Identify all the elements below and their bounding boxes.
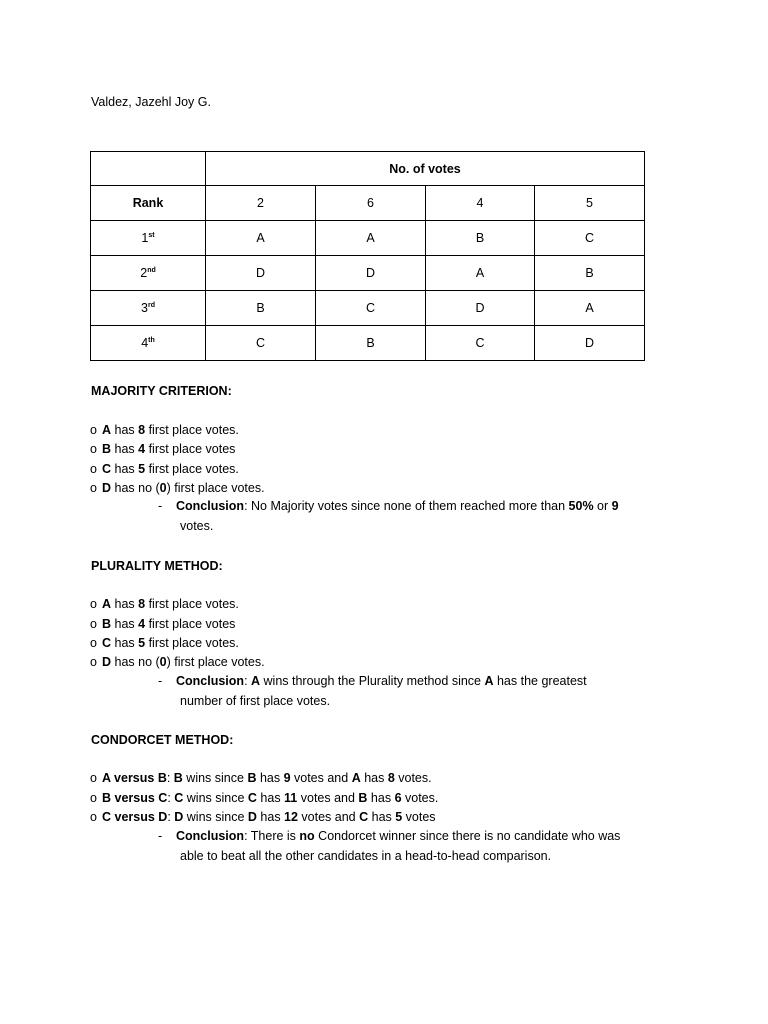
rank-cell: 1st	[91, 221, 206, 256]
table-row	[91, 256, 645, 291]
bullet-icon: o	[90, 771, 97, 785]
table-cell: D	[535, 326, 645, 361]
list-item: o A has 8 first place votes.	[90, 423, 239, 437]
table-cell: D	[316, 256, 426, 291]
table-cell: A	[316, 221, 426, 256]
list-item: o C has 5 first place votes.	[90, 462, 239, 476]
vote-count: 4	[426, 186, 535, 221]
bullet-icon: o	[90, 791, 97, 805]
table-cell: C	[206, 326, 316, 361]
list-item: o B has 4 first place votes	[90, 617, 236, 631]
condorcet-heading: CONDORCET METHOD:	[91, 733, 234, 747]
table-row	[91, 326, 645, 361]
table-row	[91, 221, 645, 256]
condorcet-conclusion: - Conclusion: There is no Condorcet winner since there is no candidate who was able to beat all the other candidates in a head-to-head comparison.	[158, 829, 621, 863]
list-item: o A versus B: B wins since B has 9 votes and A has 8 votes.	[90, 771, 432, 785]
table-cell: A	[535, 291, 645, 326]
rank-cell: 3rd	[91, 291, 206, 326]
rank-cell: 2nd	[91, 256, 206, 291]
table-cell: C	[316, 291, 426, 326]
table-header-row	[91, 152, 645, 186]
bullet-icon: o	[90, 481, 97, 495]
majority-conclusion: - Conclusion: No Majority votes since none of them reached more than 50% or 9 votes.	[158, 499, 619, 533]
plurality-heading: PLURALITY METHOD:	[91, 559, 223, 573]
table-cell: C	[426, 326, 535, 361]
author-name: Valdez, Jazehl Joy G.	[91, 95, 211, 109]
table-cell: D	[426, 291, 535, 326]
bullet-icon: o	[90, 655, 97, 669]
list-item: o A has 8 first place votes.	[90, 597, 239, 611]
list-item: o B versus C: C wins since C has 11 votes and B has 6 votes.	[90, 791, 439, 805]
bullet-icon: o	[90, 442, 97, 456]
vote-count: 6	[316, 186, 426, 221]
table-cell: C	[535, 221, 645, 256]
bullet-icon: o	[90, 462, 97, 476]
table-cell: A	[426, 256, 535, 291]
bullet-icon: o	[90, 617, 97, 631]
list-item: o D has no (0) first place votes.	[90, 655, 265, 669]
table-cell: B	[535, 256, 645, 291]
table-cell: D	[206, 256, 316, 291]
majority-heading: MAJORITY CRITERION:	[91, 384, 232, 398]
bullet-icon: o	[90, 636, 97, 650]
bullet-icon: o	[90, 423, 97, 437]
empty-corner-cell	[91, 152, 206, 186]
table-cell: A	[206, 221, 316, 256]
votes-table	[90, 151, 645, 361]
list-item: o B has 4 first place votes	[90, 442, 236, 456]
votes-header: No. of votes	[206, 152, 645, 186]
table-cell: B	[426, 221, 535, 256]
rank-label: Rank	[91, 186, 206, 221]
list-item: o D has no (0) first place votes.	[90, 481, 265, 495]
table-cell: B	[316, 326, 426, 361]
list-item: o C has 5 first place votes.	[90, 636, 239, 650]
bullet-icon: o	[90, 597, 97, 611]
vote-count: 2	[206, 186, 316, 221]
bullet-icon: o	[90, 810, 97, 824]
table-cell: B	[206, 291, 316, 326]
vote-count: 5	[535, 186, 645, 221]
list-item: o C versus D: D wins since D has 12 votes and C has 5 votes	[90, 810, 436, 824]
plurality-conclusion: - Conclusion: A wins through the Plurality method since A has the greatest number of first place votes.	[158, 674, 587, 708]
rank-cell: 4th	[91, 326, 206, 361]
table-row	[91, 291, 645, 326]
rank-row	[91, 186, 645, 221]
